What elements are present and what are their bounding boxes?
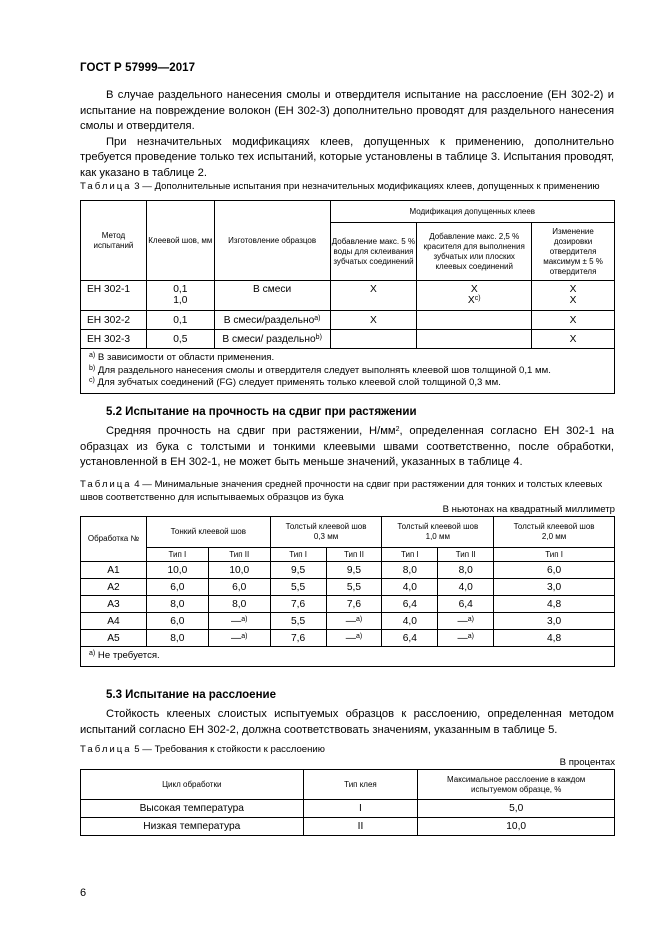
table-row: ЕН 302-3 0,5 В смеси/ раздельно$^{b)}$ X xyxy=(81,330,615,349)
table-row: Низкая температура II 10,0 xyxy=(81,818,615,836)
table-row: А1 10,0 10,0 9,5 9,5 8,0 8,0 6,0 xyxy=(81,562,615,579)
t5-header-cycle: Цикл обработки xyxy=(81,770,304,800)
section-5-3-text: Стойкость клееных слоистых испытуемых образцов к расслоению, определенная методом испытаний согласно ЕН 302-2, должна соответствовать значениям, указанным в таблице 5. xyxy=(80,708,614,736)
t3-header-mod-hardener: Изменение дозировки отвердителя максимум ± 5 % отвердителя xyxy=(532,223,615,281)
table4-units: В ньютонах на квадратный миллиметр xyxy=(442,504,615,515)
table-3 xyxy=(80,200,615,394)
t3-footnote-a: $^{a)}$ В зависимости от области применения. xyxy=(89,352,275,363)
t3-header-mod-water: Добавление макс. 5 % воды для склеивания зубчатых соединений xyxy=(330,223,417,281)
t3-header-prep: Изготовление образцов xyxy=(214,201,330,281)
section-5-2-text: Средняя прочность на сдвиг при растяжении, $Н/мм^2$, определенная согласно ЕН 302-1 на образцах из бука с толстыми и тонкими клеевыми швами соответственно, после обработки, установленной в ЕН 302-1, не может быть меньше значений, указанных в таблице 4. xyxy=(80,425,614,468)
t3-footnote-c: $^{c)}$ Для зубчатых соединений (FG) следует применять только клеевой слой толщиной 0,3 мм. xyxy=(89,377,501,388)
t3-header-method: Метод испытаний xyxy=(81,201,147,281)
t5-header-max: Максимальное расслоение в каждом испытуемом образце, % xyxy=(418,770,615,800)
table3-caption: Таблица 3 — Дополнительные испытания при незначительных модификациях клеев, допущенных к применению xyxy=(80,181,600,192)
table-row: А2 6,0 6,0 5,5 5,5 4,0 4,0 3,0 xyxy=(81,579,615,596)
section-5-2-title: 5.2 Испытание на прочность на сдвиг при растяжении xyxy=(106,406,417,418)
table-row: ЕН 302-1 0,1 1,0 В смеси X X $X^{c)}$ X X xyxy=(81,281,615,311)
table-row: А5 8,0 —$^{a)}$ 7,6 —$^{a)}$ 6,4 —$^{a)}$ 4,8 xyxy=(81,630,615,647)
table-row: Высокая температура I 5,0 xyxy=(81,800,615,818)
t3-footnotes xyxy=(81,349,615,394)
table-4: Обработка № Тонкий клеевой шов Толстый клеевой шов 0,3 мм Толстый клеевой шов 1,0 мм Толстый клеевой шов 2,0 мм Тип I Тип II Тип I Тип II Тип I Тип II Тип I А1 10,0 10,0 9,5 9,5 8,0 8,0 6,0 А2 6,0 6,0 5,5 5,5 4,0 4,0 3,0 А3 8,0 8,0 7,6 7,6 6,4 6,4 4,8 А4 6,0 —$^{a)}$ 5,5 —$^{a)}$ 4,0 —$^{a)}$ 3,0 А5 8,0 —$^{a)}$ 7,6 —$^{a)}$ 6,4 —$^{a)}$ 4,8 $^{a)}$ Не требуется. xyxy=(80,516,615,667)
intro-text xyxy=(80,88,614,181)
t4-header-thick-03: Толстый клеевой шов 0,3 мм xyxy=(270,517,382,548)
intro-paragraph-2: При незначительных модификациях клеев, допущенных к применению, дополнительно требуется проведение только тех испытаний, которые установлены в таблице 3. Испытания проводят, как указано в таблице 2. xyxy=(80,135,614,179)
t5-header-type: Тип клея xyxy=(303,770,418,800)
t4-header-treatment: Обработка № xyxy=(81,517,147,562)
t4-header-thin: Тонкий клеевой шов xyxy=(146,517,270,548)
table-row: ЕН 302-2 0,1 В смеси/раздельно$^{a)}$ X X xyxy=(81,311,615,330)
t3-header-modification: Модификация допущенных клеев xyxy=(330,201,614,223)
table5-units: В процентах xyxy=(559,757,615,768)
t3-footnote-b: $^{b)}$ Для раздельного нанесения смолы и отвердителя следует выполнять клеевой шов толщиной 0,1 мм. xyxy=(89,364,551,376)
document-header: ГОСТ Р 57999—2017 xyxy=(80,62,196,74)
t3-header-seam: Клеевой шов, мм xyxy=(146,201,214,281)
page-number: 6 xyxy=(80,887,87,899)
t4-footnote: $^{a)}$ Не требуется. xyxy=(81,647,615,667)
table-row: А3 8,0 8,0 7,6 7,6 6,4 6,4 4,8 xyxy=(81,596,615,613)
t4-header-thick-10: Толстый клеевой шов 1,0 мм xyxy=(382,517,494,548)
table-row: А4 6,0 —$^{a)}$ 5,5 —$^{a)}$ 4,0 —$^{a)}$ 3,0 xyxy=(81,613,615,630)
table5-caption: Таблица 5 — Требования к стойкости к расслоению xyxy=(80,744,325,755)
table-5 xyxy=(80,769,615,836)
table4-caption: Таблица 4 — Минимальные значения средней прочности на сдвиг при растяжении для тонких и толстых клеевых швов соответственно для испытываемых образцов из бука xyxy=(80,479,603,503)
t3-header-mod-dye: Добавление макс. 2,5 % красителя для выполнения зубчатых или плоских клеевых соединений xyxy=(417,223,532,281)
t4-header-thick-20: Толстый клеевой шов 2,0 мм xyxy=(494,517,615,548)
intro-paragraph-1: В случае раздельного нанесения смолы и отвердителя испытание на расслоение (ЕН 302-2) и испытание на повреждение волокон (ЕН 302-3) дополнительно проводят для раздельного нанесения смолы и отвердителя. xyxy=(80,89,614,132)
section-5-3-title: 5.3 Испытание на расслоение xyxy=(106,689,276,701)
